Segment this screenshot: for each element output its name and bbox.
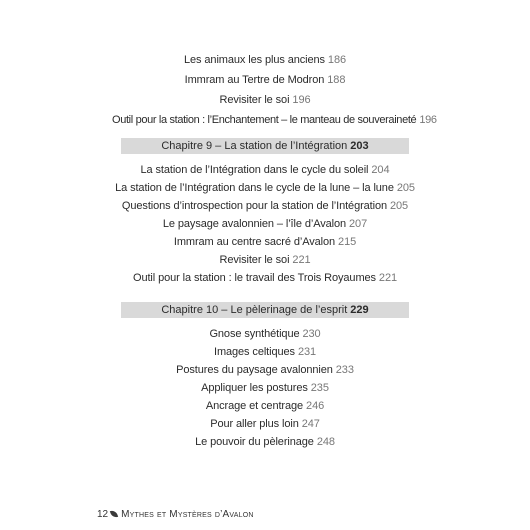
page-number: 12 [97, 509, 109, 520]
toc-entry-title: Revisiter le soi [219, 94, 290, 106]
toc-entry-page: 221 [292, 254, 311, 266]
toc-entry-title: Le paysage avalonnien – l’île d’Avalon [162, 218, 347, 230]
toc-entry-page: 204 [371, 164, 390, 176]
toc-entry-page: 196 [419, 114, 437, 126]
toc-entry-title: Le pouvoir du pèlerinage [195, 436, 314, 448]
toc-entry-title: Pour aller plus loin [210, 418, 299, 430]
toc-entry-title: Outil pour la station : le travail des Trois Royaumes [133, 272, 376, 284]
toc-entry-title: Immram au Tertre de Modron [184, 74, 325, 86]
toc-entry-title: La station de l’Intégration dans le cycle du soleil [140, 164, 369, 176]
leaf-icon [110, 509, 118, 519]
toc-entry [112, 53, 418, 67]
toc-entry-page: 186 [327, 54, 346, 66]
chapter-title: Chapitre 10 – Le pèlerinage de l’esprit [161, 304, 348, 316]
chapter-page: 229 [350, 304, 369, 316]
toc-entry-page: 207 [349, 218, 368, 230]
toc-entry [112, 93, 418, 107]
toc-entry-page: 235 [310, 382, 329, 394]
toc-entry-title: Images celtiques [213, 346, 295, 358]
toc-entry [112, 435, 418, 449]
chapter-heading [121, 138, 409, 154]
running-title: Mythes et Mystères d’Avalon [121, 509, 254, 520]
toc-entry-page: 196 [292, 94, 311, 106]
toc-entry-page: 188 [327, 74, 346, 86]
toc-entry [112, 417, 418, 431]
toc-entry [112, 381, 418, 395]
toc-entry-title: Postures du paysage avalonnien [176, 364, 333, 376]
toc-entry [112, 73, 418, 87]
toc-entry [112, 345, 418, 359]
toc-entry-title: Revisiter le soi [219, 254, 290, 266]
toc-entry-page: 215 [338, 236, 357, 248]
toc-entry-title: Ancrage et centrage [205, 400, 304, 412]
toc-entry-title: Outil pour la station : l’Enchantement – le manteau de souveraineté [112, 114, 417, 126]
toc-entry [112, 113, 437, 127]
toc-entry-page: 233 [335, 364, 354, 376]
toc-entry-title: Questions d’introspection pour la station de l’Intégration [121, 200, 388, 212]
page-footer [97, 509, 254, 521]
toc-entry [112, 181, 418, 195]
toc-entry [112, 363, 418, 377]
chapter-title: Chapitre 9 – La station de l’Intégration [161, 140, 348, 152]
toc-entry-title: Gnose synthétique [209, 328, 300, 340]
chapter-heading [121, 302, 409, 318]
toc-entry-title: La station de l’Intégration dans le cycle de la lune – la lune [115, 182, 394, 194]
toc-entry-page: 248 [316, 436, 335, 448]
toc-entry-page: 205 [396, 182, 415, 194]
toc-entry [112, 399, 418, 413]
toc-entry [112, 163, 418, 177]
toc-entry [112, 199, 418, 213]
toc-entry-page: 246 [306, 400, 325, 412]
toc-entry-page: 247 [301, 418, 320, 430]
toc-entry [112, 271, 418, 285]
chapter-page: 203 [350, 140, 369, 152]
toc-entry-title: Immram au centre sacré d’Avalon [173, 236, 336, 248]
toc-entry-title: Les animaux les plus anciens [184, 54, 325, 66]
toc-entry-page: 205 [390, 200, 409, 212]
toc-entry [112, 327, 418, 341]
toc-entry-page: 230 [302, 328, 321, 340]
toc-entry-title: Appliquer les postures [201, 382, 308, 394]
toc-entry-page: 221 [378, 272, 397, 284]
toc-entry-page: 231 [297, 346, 316, 358]
toc-entry [112, 217, 418, 231]
toc-entry [112, 253, 418, 267]
toc-entry [112, 235, 418, 249]
